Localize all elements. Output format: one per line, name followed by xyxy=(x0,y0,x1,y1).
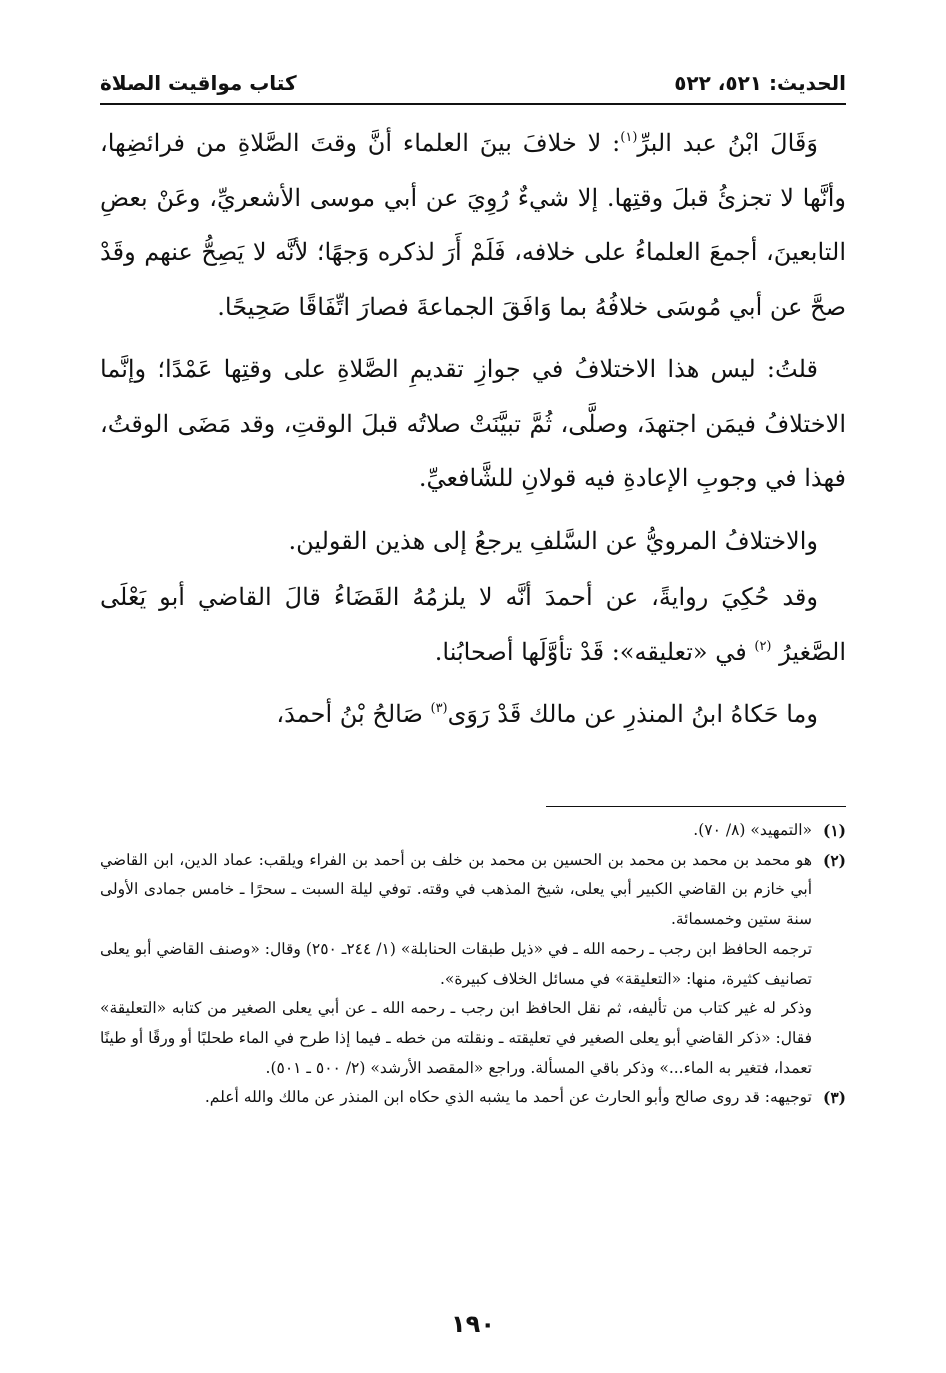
footnote-ref-1[interactable]: (١) xyxy=(620,130,638,145)
header-divider xyxy=(100,103,846,105)
footnotes-section xyxy=(100,816,846,1113)
footnote-text: «التمهيد» (٨/ ٧٠). xyxy=(693,821,812,839)
footnote-number: (٢) xyxy=(822,850,846,870)
footnote-3 xyxy=(100,1083,846,1113)
paragraph-commentary: قلتُ: ليس هذا الاختلافُ في جوازِ تقديمِ الصَّلاةِ على وقتِها عَمْدًا؛ وإنَّما الاختلافُ فيمَن اجتهدَ، وصلَّى، ثُمَّ تبيَّنَتْ صلاتُه قبلَ الوقتِ، وقد مَضَى الوقتُ، فهذا في وجوبِ الإعادةِ فيه قولانِ للشَّافعيِّ. xyxy=(100,355,846,492)
footnote-1 xyxy=(100,816,846,846)
footnote-text: هو محمد بن محمد بن محمد بن الحسين بن محمد بن خلف بن أحمد بن الفراء ويلقب: عماد الدين، ابن القاضي أبي خازم بن القاضي الكبير أبي يعلى، شيخ المذهب في وقته. توفي ليلة السبت ـ سحرًا ـ خامس جمادى الأولى سنة ستين وخمسمائة. xyxy=(100,850,812,929)
paragraph-ibn-al-mundhir xyxy=(100,687,846,742)
paragraph-salaf-disagreement: والاختلافُ المرويُّ عن السَّلفِ يرجعُ إلى هذين القولين. xyxy=(288,526,818,555)
chapter-title: كتاب مواقيت الصلاة xyxy=(100,71,297,95)
footnote-number: (١) xyxy=(822,821,846,840)
paragraph-text: وقد حُكِيَ روايةً، عن أحمدَ أنَّه لا يلزمُهُ القَضَاءُ قالَ القاضي أبو يَعْلَى الصَّغيرُ xyxy=(100,583,846,666)
running-header xyxy=(100,66,846,100)
footnote-ref-2[interactable]: (٢) xyxy=(754,638,772,654)
paragraph-text: وما حَكاهُ ابنُ المنذرِ عن مالك قَدْ رَوَى xyxy=(447,700,818,728)
paragraph-ahmad-narration xyxy=(100,570,846,679)
main-text xyxy=(100,116,846,750)
paragraph-text: صَالحُ بْنُ أحمدَ، xyxy=(276,700,423,728)
paragraph-text: : لا خلافَ بينَ العلماء أنَّ وقتَ الصَّلاةِ من فرائضِها، وأنَّها لا تجزئُ قبلَ وقتِها. إلا شيءٌ رُوِيَ عن أبي موسى الأشعريِّ، وعَنْ بعضِ التابعينَ، أجمعَ العلماءُ على خلافه، فَلَمْ أَرَ لذكره وَجهًا؛ لأنَّه لا يَصِحُّ عنهم وقَدْ صحَّ عن أبي مُوسَى خلافُهُ بما وَافَقَ الجماعةَ فصارَ اتِّفَاقًا صَحِيحًا. xyxy=(100,129,846,321)
hadith-range-label: الحديث: ٥٢١، ٥٢٢ xyxy=(674,71,846,95)
paragraph-text: في «تعليقه»: قَدْ تأوَّلَها أصحابُنا. xyxy=(434,637,747,666)
footnote-2-continuation xyxy=(100,935,846,994)
page-number: ١٩٠ xyxy=(451,1310,495,1338)
paragraph-text: وَقَالَ ابْنُ عبد البرِّ xyxy=(637,129,818,157)
footnote-2-continuation xyxy=(100,994,846,1083)
footnote-text: وذكر له غير كتاب من تأليفه، ثم نقل الحافظ ابن رجب ـ رحمه الله ـ عن أبي يعلى الصغير من كتابه «التعليقة» فقال: «ذكر القاضي أبو يعلى الصغير في تعليقته ـ ونقلته من خطه ـ فيما إذا طرح في الماء طحلبًا أو ورقًا أو طينًا تعمدا، فتغير به الماء...» وذكر باقي المسألة. وراجع «المقصد الأرشد» (٢/ ٥٠٠ ـ ٥٠١). xyxy=(100,999,812,1077)
footnote-text: ترجمه الحافظ ابن رجب ـ رحمه الله ـ في «ذيل طبقات الحنابلة» (١/ ٢٤٤ـ ٢٥٠) وقال: «وصنف القاضي أبو يعلى تصانيف كثيرة، منها: «التعليقة» في مسائل الخلاف كبيرة». xyxy=(100,939,813,988)
paragraph-ibn-abd-al-barr xyxy=(100,116,846,334)
footnote-text: توجيهه: قد روى صالح وأبو الحارث عن أحمد ما يشبه الذي حكاه ابن المنذر عن مالك والله أعلم. xyxy=(204,1088,812,1107)
footnote-divider xyxy=(546,806,846,807)
footnote-number: (٣) xyxy=(822,1088,846,1108)
footnote-2 xyxy=(100,846,846,935)
footnote-ref-3[interactable]: (٣) xyxy=(430,701,448,716)
